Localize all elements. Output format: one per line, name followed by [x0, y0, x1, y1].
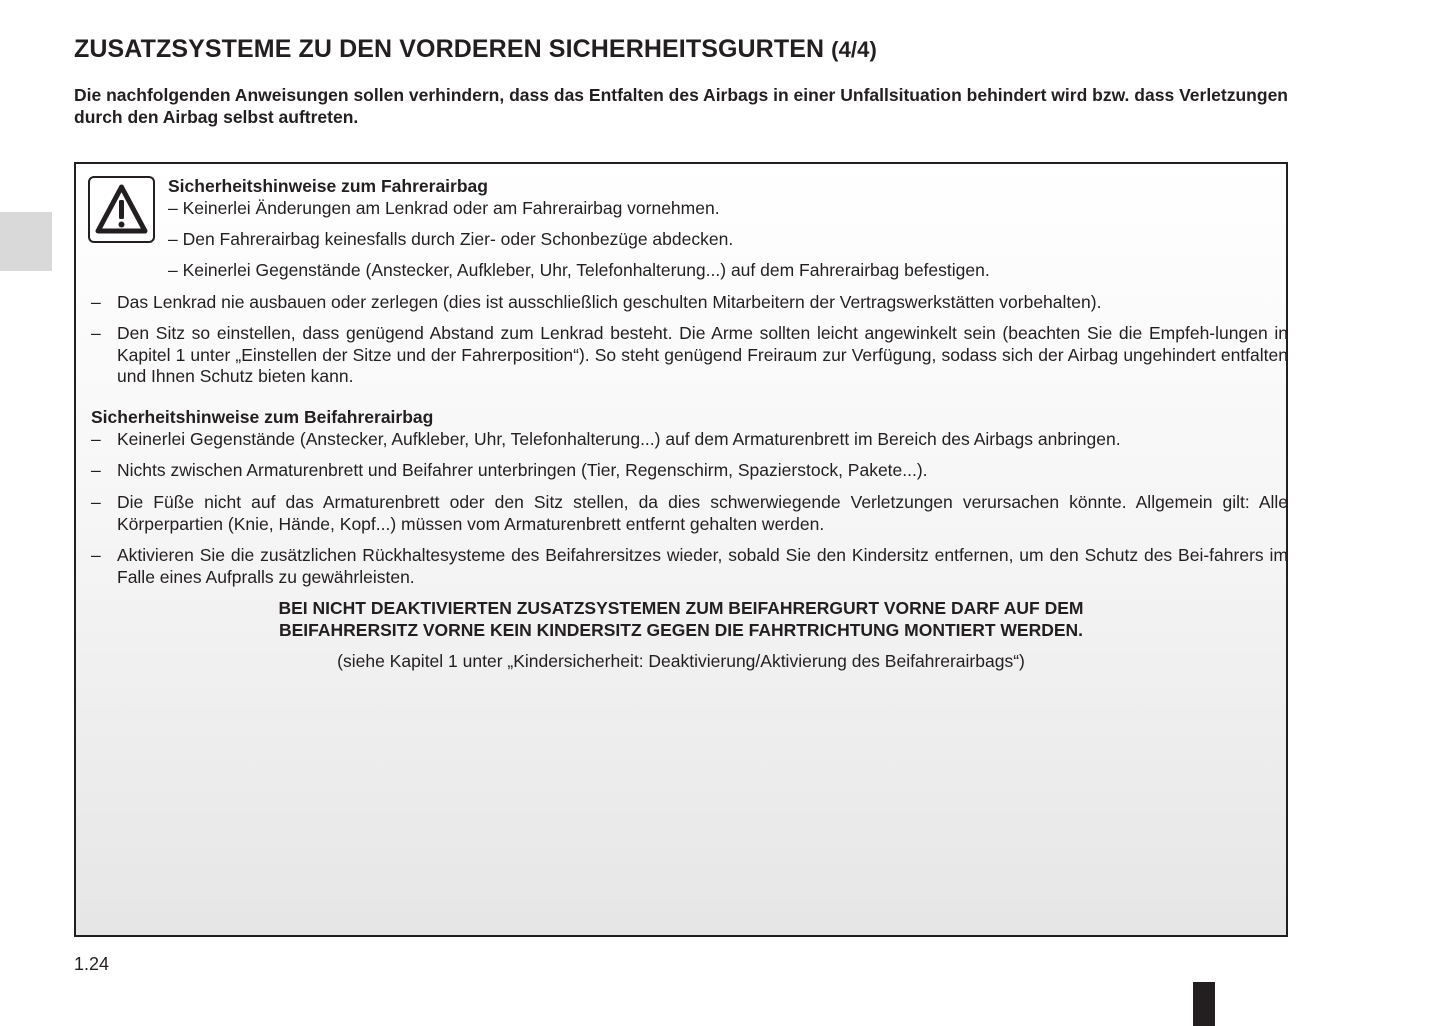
passenger-item-4: [91, 545, 1288, 588]
page-number: 1.24: [74, 954, 110, 974]
driver-item-5: [91, 323, 1288, 388]
page-title-main: ZUSATZSYSTEME ZU DEN VORDEREN SICHERHEITSGURTEN: [74, 35, 825, 63]
list-dash: –: [91, 492, 101, 512]
warning-triangle-icon: [88, 176, 155, 243]
passenger-item-3-text: Die Füße nicht auf das Armaturenbrett oder den Sitz stellen, da dies schwerwiegende Verletzungen verursachen könnte. Allgemein gilt: Alle Körperpartien (Knie, Hände, Kopf...) müssen vom Armaturenbrett entfernt gehalten werden.: [117, 492, 1288, 534]
passenger-item-3: [91, 492, 1288, 535]
list-dash: –: [91, 545, 101, 565]
page-title-part: (4/4): [831, 37, 877, 62]
passenger-airbag-heading: Sicherheitshinweise zum Beifahrerairbag: [91, 407, 434, 427]
driver-item-1: – Keinerlei Änderungen am Lenkrad oder am Fahrerairbag vornehmen.: [168, 198, 720, 218]
passenger-item-4-text: Aktivieren Sie die zusätzlichen Rückhaltesysteme des Beifahrersitzes wieder, sobald Sie den Kindersitz entfernen, um den Schutz des Bei-fahrers im Falle eines Aufpralls zu gewährleisten.: [117, 545, 1288, 587]
driver-item-2: – Den Fahrerairbag keinesfalls durch Zier- oder Schonbezüge abdecken.: [168, 229, 734, 249]
intro-paragraph: Die nachfolgenden Anweisungen sollen verhindern, dass das Entfalten des Airbags in einer Unfallsituation behindert wird bzw. dass Verletzungen durch den Airbag selbst auftreten.: [74, 85, 1288, 127]
driver-item-4-text: Das Lenkrad nie ausbauen oder zerlegen (dies ist ausschließlich geschulten Mitarbeitern der Vertragswerkstätten vorbehalten).: [117, 292, 1102, 312]
driver-item-5-text: Den Sitz so einstellen, dass genügend Abstand zum Lenkrad besteht. Die Arme sollten leicht angewinkelt sein (beachten Sie die Empfeh-lungen in Kapitel 1 unter „Einstellen der Sitze und der Fahrerposition“). So steht genügend Freiraum zur Verfügung, sodass sich der Airbag ungehindert entfalten und Ihnen Schutz bieten kann.: [117, 323, 1288, 386]
driver-airbag-heading: Sicherheitshinweise zum Fahrerairbag: [168, 176, 488, 196]
page-edge-marker: [1193, 982, 1215, 1026]
page-title: [74, 35, 877, 64]
child-seat-warning-line-1: BEI NICHT DEAKTIVIERTEN ZUSATZSYSTEMEN ZUM BEIFAHRERGURT VORNE DARF AUF DEM: [278, 598, 1084, 618]
list-dash: –: [91, 323, 101, 343]
passenger-item-1-text: Keinerlei Gegenstände (Anstecker, Aufkleber, Uhr, Telefonhalterung...) auf dem Armaturenbrett im Bereich des Airbags anbringen.: [117, 429, 1121, 449]
list-dash: –: [91, 429, 101, 449]
warning-box: [74, 162, 1288, 937]
passenger-item-2-text: Nichts zwischen Armaturenbrett und Beifahrer unterbringen (Tier, Regenschirm, Spazierstock, Pakete...).: [117, 460, 928, 480]
driver-item-3: – Keinerlei Gegenstände (Anstecker, Aufkleber, Uhr, Telefonhalterung...) auf dem Fahrerairbag befestigen.: [168, 260, 990, 280]
chapter-side-tab: [0, 212, 52, 271]
passenger-item-1: [91, 429, 1288, 451]
driver-item-4: [91, 292, 1288, 314]
list-dash: –: [91, 460, 101, 480]
passenger-item-2: [91, 460, 1288, 482]
child-seat-warning-line-2: BEIFAHRERSITZ VORNE KEIN KINDERSITZ GEGEN DIE FAHRTRICHTUNG MONTIERT WERDEN.: [278, 620, 1084, 640]
chapter-reference: (siehe Kapitel 1 unter „Kindersicherheit: Deaktivierung/Aktivierung des Beifahrerairbags“): [337, 651, 1025, 671]
list-dash: –: [91, 292, 101, 312]
